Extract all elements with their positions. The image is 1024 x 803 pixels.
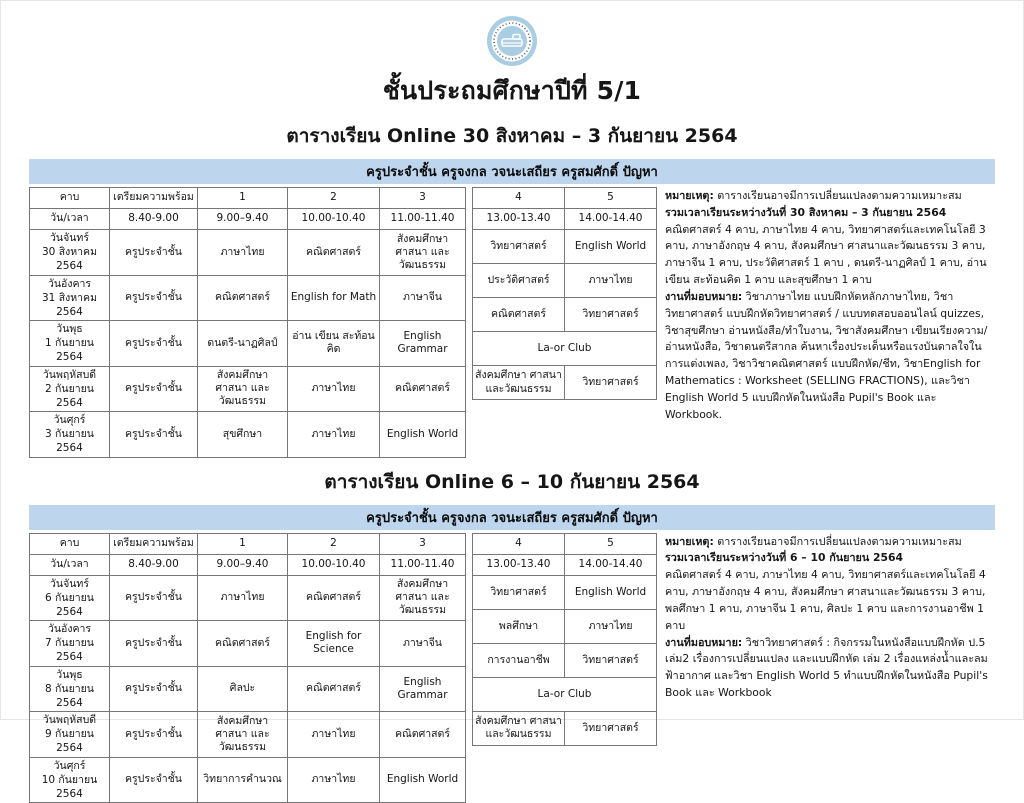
subject-cell: ครูประจำชั้น: [110, 321, 198, 367]
time-cell: วัน/เวลา: [30, 554, 110, 575]
section2-tables: [1, 530, 1023, 803]
table-row: [473, 264, 657, 298]
subject-cell: วิทยาศาสตร์: [565, 711, 657, 745]
subject-cell: English World: [380, 757, 466, 803]
col-header: 2: [288, 188, 380, 209]
day-cell: [30, 757, 110, 803]
day-name: วันพฤหัสบดี: [42, 714, 97, 727]
subject-cell: คณิตศาสตร์: [198, 275, 288, 321]
table-row: [473, 643, 657, 677]
col-header: คาบ: [30, 533, 110, 554]
section1-afternoon-table: [472, 187, 657, 400]
day-name: วันจันทร์: [50, 577, 89, 590]
table-row: [30, 366, 466, 412]
day-date: 31 สิงหาคม 2564: [42, 291, 97, 318]
day-name: วันศุกร์: [53, 414, 86, 427]
table-row: [473, 230, 657, 264]
subject-cell: ประวัติศาสตร์: [473, 264, 565, 298]
subject-cell: English Grammar: [380, 666, 466, 712]
table-row: [30, 575, 466, 621]
time-cell: 8.40-9.00: [110, 209, 198, 230]
col-header: 1: [198, 533, 288, 554]
teacher-bar-text: ครูประจำชั้น ครูจงกล วจนะเสถียร ครูสมศักดิ์ ปัญหา: [366, 165, 658, 180]
day-date: 10 กันยายน 2564: [41, 773, 98, 800]
table-row: [30, 621, 466, 667]
subject-cell: ภาษาจีน: [380, 275, 466, 321]
subject-cell: สังคมศึกษา ศาสนา และวัฒนธรรม: [380, 230, 466, 276]
col-header: 3: [380, 533, 466, 554]
subject-cell: สุขศึกษา: [198, 412, 288, 458]
time-cell: 13.00-13.40: [473, 209, 565, 230]
col-header: เตรียมความพร้อม: [110, 188, 198, 209]
col-header: 5: [565, 533, 657, 554]
day-date: 8 กันยายน 2564: [45, 682, 94, 709]
subject-cell: ครูประจำชั้น: [110, 621, 198, 667]
day-cell: [30, 621, 110, 667]
total-text: คณิตศาสตร์ 4 คาบ, ภาษาไทย 4 คาบ, วิทยาศาสตร์และเทคโนโลยี 4 คาบ, ภาษาอังกฤษ 4 คาบ, สังคมศึกษา ศาสนาและวัฒนธรรม 3 คาบ, พลศึกษา 1 คาบ, ภาษาจีน 1 คาบ, ศิลปะ 1 คาบ และการงานอาชีพ 1 คาบ: [665, 568, 986, 632]
section2-title: ตารางเรียน Online 6 – 10 กันยายน 2564: [324, 470, 700, 493]
subject-cell: คณิตศาสตร์: [380, 366, 466, 412]
subject-cell: ภาษาไทย: [288, 366, 380, 412]
col-header: 4: [473, 188, 565, 209]
table-row: [473, 366, 657, 400]
table-row: [473, 209, 657, 230]
note-text: ตารางเรียนอาจมีการเปลี่ยนแปลงตามความเหมาะสม: [713, 534, 962, 548]
day-cell: [30, 321, 110, 367]
subject-cell: ครูประจำชั้น: [110, 275, 198, 321]
subject-cell: English World: [380, 412, 466, 458]
col-header: คาบ: [30, 188, 110, 209]
table-row: [30, 188, 466, 209]
day-cell: [30, 366, 110, 412]
day-name: วันพุธ: [56, 668, 83, 681]
section2-notes: [665, 533, 993, 702]
table-row: [473, 609, 657, 643]
homework-text: วิชาวิทยาศาสตร์ : กิจกรรมในหนังสือแบบฝึกหัด ป.5 เล่ม2 เรื่องการเปลี่ยนแปลง และแบบฝึกหัด เล่ม 2 เรื่องแหล่งน้ำและลมฟ้าอากาศ และวิชา English World 5 ทำแบบฝึกหัดในหนังสือ Pupil's Book และ Workbook: [665, 635, 988, 700]
subject-cell: การงานอาชีพ: [473, 643, 565, 677]
day-date: 9 กันยายน 2564: [45, 728, 94, 755]
school-logo-icon: [486, 15, 538, 67]
time-cell: 9.00–9.40: [198, 209, 288, 230]
subject-cell: วิทยาศาสตร์: [473, 230, 565, 264]
day-cell: [30, 712, 110, 758]
table-row: [30, 209, 466, 230]
table-row: [473, 188, 657, 209]
day-cell: [30, 412, 110, 458]
time-cell: 8.40-9.00: [110, 554, 198, 575]
day-date: 1 กันยายน 2564: [45, 337, 94, 364]
col-header: 2: [288, 533, 380, 554]
subject-cell: วิทยาศาสตร์: [565, 298, 657, 332]
day-cell: [30, 666, 110, 712]
section2-afternoon-table: [472, 533, 657, 746]
subject-cell: English World: [565, 575, 657, 609]
subject-cell: English World: [565, 230, 657, 264]
table-row: [473, 575, 657, 609]
subject-cell: วิทยาศาสตร์: [473, 575, 565, 609]
subject-cell: คณิตศาสตร์: [288, 575, 380, 621]
col-header: เตรียมความพร้อม: [110, 533, 198, 554]
day-cell: [30, 275, 110, 321]
col-header: 5: [565, 188, 657, 209]
table-row: [30, 666, 466, 712]
subject-cell: ภาษาไทย: [198, 575, 288, 621]
table-row: [30, 757, 466, 803]
total-text: คณิตศาสตร์ 4 คาบ, ภาษาไทย 4 คาบ, วิทยาศาสตร์และเทคโนโลยี 3 คาบ, ภาษาอังกฤษ 4 คาบ, สังคมศึกษา ศาสนาและวัฒนธรรม 3 คาบ, ภาษาจีน 1 คาบ, ประวัติศาสตร์ 1 คาบ , ดนตรี-นาฏศิลป์ 1 คาบ, อ่าน เขียน สะท้อนคิด 1 คาบ และสุขศึกษา 1 คาบ: [665, 222, 987, 287]
teacher-bar-text: ครูประจำชั้น ครูจงกล วจนะเสถียร ครูสมศักดิ์ ปัญหา: [366, 510, 658, 526]
subject-cell: English for Math: [288, 275, 380, 321]
note-line: [665, 188, 993, 205]
subject-cell: สังคมศึกษา ศาสนา และวัฒนธรรม: [198, 712, 288, 758]
section1-title: ตารางเรียน Online 30 สิงหาคม – 3 กันยายน 2564: [286, 125, 738, 147]
section1-teacher-bar: [29, 159, 995, 184]
homework-label: งานที่มอบหมาย:: [665, 635, 743, 649]
subject-cell: ศิลปะ: [198, 666, 288, 712]
page-title: ชั้นประถมศึกษาปีที่ 5/1: [382, 76, 642, 105]
subject-cell: คณิตศาสตร์: [288, 230, 380, 276]
subject-cell: สังคมศึกษา ศาสนา และวัฒนธรรม: [198, 366, 288, 412]
day-date: 2 กันยายน 2564: [45, 382, 94, 409]
note-text: ตารางเรียนอาจมีการเปลี่ยนแปลงตามความเหมาะสม: [713, 189, 962, 202]
subject-cell: ครูประจำชั้น: [110, 666, 198, 712]
subject-cell: English for Science: [288, 621, 380, 667]
subject-cell: คณิตศาสตร์: [380, 712, 466, 758]
subject-cell: คณิตศาสตร์: [473, 298, 565, 332]
section1-tables: [1, 184, 1023, 458]
table-row: [473, 711, 657, 745]
subject-cell: วิทยาศาสตร์: [565, 643, 657, 677]
subject-cell: ภาษาไทย: [565, 609, 657, 643]
day-name: วันพฤหัสบดี: [42, 368, 97, 381]
table-row: [473, 677, 657, 711]
day-date: 30 สิงหาคม 2564: [42, 246, 97, 273]
note-line: [665, 534, 993, 551]
table-row: [30, 412, 466, 458]
time-cell: วัน/เวลา: [30, 209, 110, 230]
total-label: รวมเวลาเรียนระหว่างวันที่ 30 สิงหาคม – 3 กันยายน 2564: [665, 205, 947, 219]
day-date: 7 กันยายน 2564: [45, 637, 94, 664]
subject-cell: ภาษาไทย: [288, 712, 380, 758]
subject-cell: ครูประจำชั้น: [110, 230, 198, 276]
day-name: วันจันทร์: [50, 232, 89, 244]
subject-cell: ครูประจำชั้น: [110, 366, 198, 412]
subject-cell: สังคมศึกษา ศาสนา และวัฒนธรรม: [473, 366, 565, 400]
subject-cell: อ่าน เขียน สะท้อนคิด: [288, 321, 380, 367]
subject-cell: คณิตศาสตร์: [198, 621, 288, 667]
total-label: รวมเวลาเรียนระหว่างวันที่ 6 – 10 กันยายน 2564: [665, 551, 904, 565]
subject-cell: ดนตรี-นาฏศิลป์: [198, 321, 288, 367]
time-cell: 13.00-13.40: [473, 554, 565, 575]
subject-cell: ครูประจำชั้น: [110, 757, 198, 803]
subject-cell: ภาษาไทย: [288, 757, 380, 803]
time-cell: 11.00-11.40: [380, 209, 466, 230]
day-cell: [30, 230, 110, 276]
section1-notes: [665, 187, 993, 424]
time-cell: 11.00-11.40: [380, 554, 466, 575]
time-cell: 14.00-14.40: [565, 554, 657, 575]
subject-cell: ภาษาไทย: [565, 264, 657, 298]
subject-cell: สังคมศึกษา ศาสนา และวัฒนธรรม: [380, 575, 466, 621]
subject-cell: ภาษาไทย: [198, 230, 288, 276]
section2-main-table: [29, 533, 466, 803]
section2-teacher-bar: [29, 505, 995, 530]
day-name: วันศุกร์: [53, 759, 86, 772]
subject-cell: วิทยาการคำนวณ: [198, 757, 288, 803]
subject-cell: ครูประจำชั้น: [110, 412, 198, 458]
day-name: วันพุธ: [56, 323, 83, 336]
subject-cell: ครูประจำชั้น: [110, 575, 198, 621]
subject-cell: สังคมศึกษา ศาสนา และวัฒนธรรม: [473, 711, 565, 745]
club-cell: La-or Club: [473, 677, 657, 711]
homework-label: งานที่มอบหมาย:: [665, 289, 743, 303]
table-row: [30, 554, 466, 575]
time-cell: 9.00–9.40: [198, 554, 288, 575]
col-header: 1: [198, 188, 288, 209]
logo-container: [1, 15, 1023, 67]
club-cell: La-or Club: [473, 332, 657, 366]
homework-text: วิชาภาษาไทย แบบฝึกหัดหลักภาษาไทย, วิชาวิทยาศาสตร์ แบบฝึกหัดวิทยาศาสตร์ / แบบทดสอบออนไลน์ quizzes, วิชาสุขศึกษา อ่านหนังสือ/ทำใบงาน, วิชาสังคมศึกษา เขียนเรียงความ/อ่านหนังสือ, วิชาดนตรีสากล ค้นหาเรื่องประเด็นหรือแรงบันดาลใจในการแต่งเพลง, วิชาวิชาคณิตศาสตร์ แบบฝึกหัด/ชีท, วิชาEnglish for Mathematics : Worksheet (SELLING FRACTIONS), และวิชา English World 5 แบบฝึกหัดในหนังสือ Pupil's Book และ Workbook.: [665, 289, 988, 421]
time-cell: 10.00-10.40: [288, 554, 380, 575]
table-row: [30, 275, 466, 321]
subject-cell: English Grammar: [380, 321, 466, 367]
day-date: 6 กันยายน 2564: [45, 591, 94, 618]
table-row: [473, 298, 657, 332]
table-row: [473, 533, 657, 554]
table-row: [30, 533, 466, 554]
day-cell: [30, 575, 110, 621]
homework-line: [665, 635, 993, 702]
time-cell: 14.00-14.40: [565, 209, 657, 230]
subject-cell: คณิตศาสตร์: [288, 666, 380, 712]
subject-cell: วิทยาศาสตร์: [565, 366, 657, 400]
section1-main-table: [29, 187, 466, 458]
table-row: [473, 554, 657, 575]
table-row: [30, 230, 466, 276]
note-label: หมายเหตุ:: [665, 534, 714, 548]
subject-cell: พลศึกษา: [473, 609, 565, 643]
subject-cell: ภาษาจีน: [380, 621, 466, 667]
table-row: [473, 332, 657, 366]
homework-line: [665, 289, 993, 424]
day-date: 3 กันยายน 2564: [45, 428, 94, 455]
subject-cell: ครูประจำชั้น: [110, 712, 198, 758]
col-header: 4: [473, 533, 565, 554]
subject-cell: ภาษาไทย: [288, 412, 380, 458]
note-label: หมายเหตุ:: [665, 189, 714, 202]
table-row: [30, 712, 466, 758]
col-header: 3: [380, 188, 466, 209]
day-name: วันอังคาร: [47, 277, 92, 290]
time-cell: 10.00-10.40: [288, 209, 380, 230]
day-name: วันอังคาร: [47, 623, 92, 636]
table-row: [30, 321, 466, 367]
